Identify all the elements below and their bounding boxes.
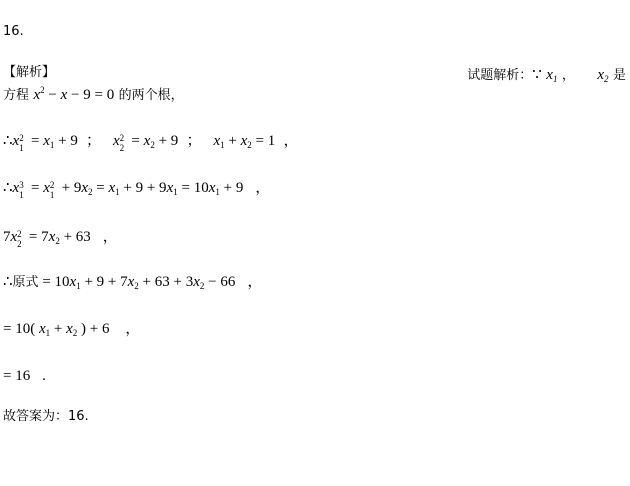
answer-line xyxy=(3,407,89,426)
therefore-symbol: ∴ xyxy=(3,274,13,290)
step-seven-x2: 7x 2 2 = $7x_2 + 63$ ， xyxy=(3,229,118,249)
formula-result: = 16 xyxy=(3,368,31,384)
formula-expansion: = $10x_1 + 9 + 7x_2 + 63 + 3x_2 - 66$ xyxy=(38,274,236,291)
therefore-symbol: ∴ xyxy=(3,180,13,196)
question-number-text: 16. xyxy=(3,24,24,39)
question-number xyxy=(3,22,24,41)
step-factored: = 10( $x_1 + x_2$ ) + 6 ， xyxy=(3,321,141,338)
answer-prefix: 故答案为： xyxy=(3,409,69,424)
quadratic-equation: $x^2 - x - 9 = 0$ xyxy=(33,85,115,103)
formula-factored: = 10( $x_1 + x_2$ ) + 6 xyxy=(3,321,110,338)
analysis-heading xyxy=(3,63,55,82)
analysis-intro-label: 试题解析： xyxy=(467,68,533,83)
analysis-heading-text: 【解析】 xyxy=(3,65,56,80)
because-symbol: ∵ xyxy=(532,67,542,83)
word-shi: 是 xyxy=(612,68,626,83)
therefore-symbol: ∴ xyxy=(3,133,13,149)
word-roots: 的两个根， xyxy=(118,88,184,103)
step-squares: ∴x 2 1 = $x_1 + 9$ ； x 2 2 = $x_2 + 9$ ； $x_1 + x_2 = 1$ ， xyxy=(3,133,299,153)
step-cube: ∴x 3 1 = x 2 1 + $9x_2 = x_1 + 9 + 9x_1 = 10x_1 + 9$ ， xyxy=(3,180,271,200)
final-value: 16 xyxy=(15,368,31,384)
step-original-expression: ∴原式 = $10x_1 + 9 + 7x_2 + 63 + 3x_2 - 66$ ， xyxy=(3,274,263,291)
word-yuanshi: 原式 xyxy=(12,275,39,290)
formula-x1-cubed: x 3 1 = x 2 1 + $9x_2 = x_1 + 9 + 9x_1 = 10x_1 + 9$ xyxy=(12,180,244,200)
step-result: = 16 . xyxy=(3,368,46,384)
formula-seven-x2-squared: 7x 2 2 = $7x_2 + 63$ xyxy=(3,229,91,249)
root-x2: $x_2$ xyxy=(597,67,609,84)
formula-x1-squared: x 2 1 = $x_1 + 9$ xyxy=(12,133,78,153)
answer-value: 16. xyxy=(68,409,89,424)
formula-sum-of-roots: $x_1 + x_2 = 1$ xyxy=(213,133,276,150)
word-fangcheng: 方程 xyxy=(3,88,30,103)
root-x1: $x_1$ xyxy=(546,67,558,84)
formula-x2-squared: x 2 2 = $x_2 + 9$ xyxy=(113,133,179,153)
equation-line xyxy=(3,86,184,105)
analysis-intro-line: 试题解析：∵ $x_1$ ， $x_2$ 是 xyxy=(467,67,626,84)
